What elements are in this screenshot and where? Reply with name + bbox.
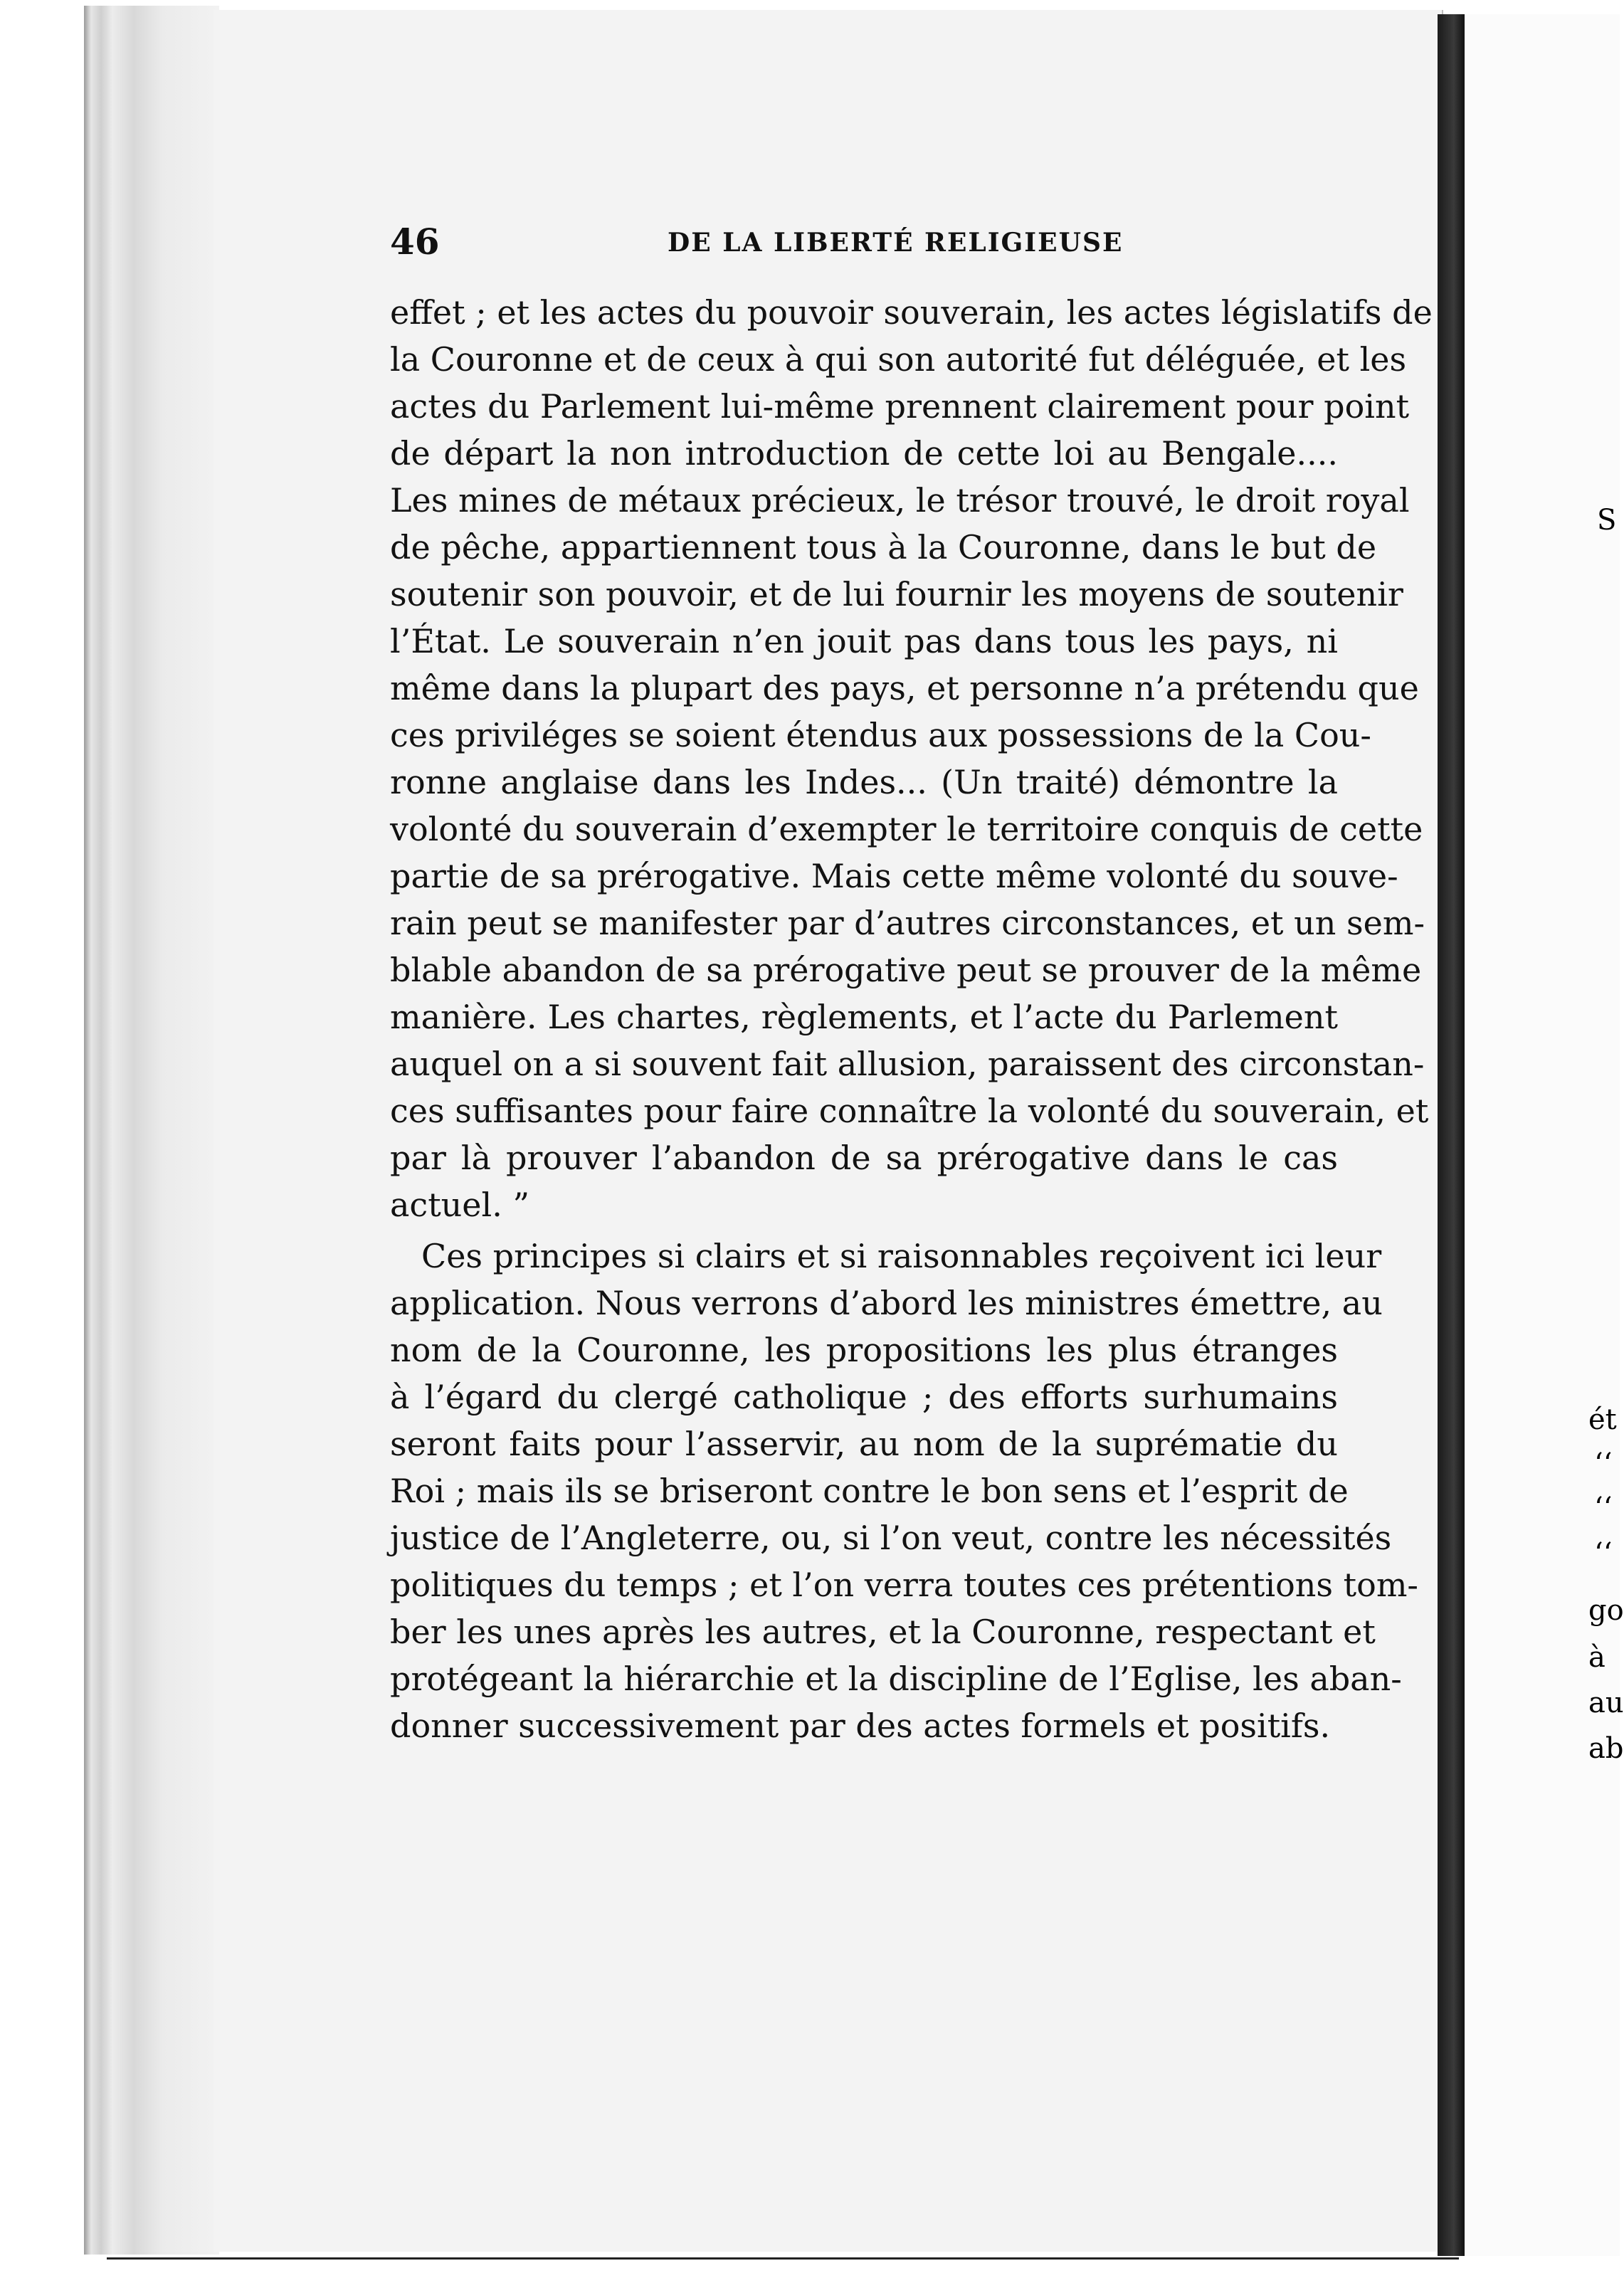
text-line: donner successivement par des actes formels et positifs. bbox=[390, 1707, 1331, 1745]
page-header bbox=[390, 221, 1336, 263]
text-line: ces suffisantes pour faire connaître la volonté du souverain, et bbox=[390, 1092, 1429, 1130]
text-line: politiques du temps ; et l’on verra toutes ces prétentions tom- bbox=[390, 1566, 1418, 1604]
adjacent-page-fragment: au bbox=[1588, 1687, 1624, 1719]
text-line: protégeant la hiérarchie et la discipline de l’Eglise, les aban- bbox=[390, 1660, 1402, 1698]
page-number: 46 bbox=[390, 221, 440, 263]
page-gutter-shadow bbox=[1438, 14, 1465, 2256]
text-line: manière. Les chartes, règlements, et l’acte du Parlement bbox=[390, 998, 1338, 1036]
text-line: partie de sa prérogative. Mais cette même volonté du souve- bbox=[390, 857, 1398, 895]
text-line: de départ la non introduction de cette loi au Bengale.... bbox=[390, 434, 1338, 473]
text-line: actuel. ” bbox=[390, 1186, 529, 1224]
binding-edge bbox=[84, 6, 219, 2255]
text-line: Roi ; mais ils se briseront contre le bon sens et l’esprit de bbox=[390, 1472, 1349, 1510]
adjacent-page bbox=[1465, 14, 1620, 2256]
text-line: actes du Parlement lui-même prennent clairement pour point bbox=[390, 387, 1410, 426]
text-line: l’État. Le souverain n’en jouit pas dans tous les pays, ni bbox=[390, 622, 1338, 660]
text-line: soutenir son pouvoir, et de lui fournir les moyens de soutenir bbox=[390, 575, 1403, 613]
text-line: nom de la Couronne, les propositions les plus étranges bbox=[390, 1331, 1338, 1369]
text-line: application. Nous verrons d’abord les ministres émettre, au bbox=[390, 1284, 1383, 1322]
text-line: auquel on a si souvent fait allusion, paraissent des circonstan- bbox=[390, 1045, 1425, 1083]
text-line: justice de l’Angleterre, ou, si l’on veut, contre les nécessités bbox=[390, 1519, 1392, 1557]
text-line: ces priviléges se soient étendus aux possessions de la Cou- bbox=[390, 716, 1371, 754]
adjacent-page-fragment: go bbox=[1588, 1594, 1624, 1627]
text-line: volonté du souverain d’exempter le territoire conquis de cette bbox=[390, 810, 1423, 848]
scan-bottom-edge bbox=[107, 2257, 1459, 2260]
text-line: même dans la plupart des pays, et personne n’a prétendu que bbox=[390, 669, 1419, 707]
text-line: Les mines de métaux précieux, le trésor trouvé, le droit royal bbox=[390, 481, 1410, 520]
text-line: ber les unes après les autres, et la Couronne, respectant et bbox=[390, 1613, 1376, 1651]
text-line: à l’égard du clergé catholique ; des efforts surhumains bbox=[390, 1378, 1338, 1416]
text-line: de pêche, appartiennent tous à la Couronne, dans le but de bbox=[390, 528, 1377, 566]
adjacent-page-fragment: ét bbox=[1588, 1403, 1617, 1436]
paragraph bbox=[390, 1233, 1418, 1749]
adjacent-page-fragment: ‘‘ bbox=[1594, 1448, 1613, 1480]
text-line: ronne anglaise dans les Indes... (Un traité) démontre la bbox=[390, 763, 1338, 801]
adjacent-page-fragment: S bbox=[1597, 504, 1617, 537]
body-text bbox=[390, 289, 1433, 1749]
text-line: effet ; et les actes du pouvoir souverain, les actes législatifs de bbox=[390, 293, 1433, 332]
paragraph bbox=[390, 289, 1433, 1228]
text-line: rain peut se manifester par d’autres circonstances, et un sem- bbox=[390, 904, 1425, 942]
adjacent-page-fragment: à bbox=[1588, 1641, 1605, 1674]
text-line: Ces principes si clairs et si raisonnables reçoivent ici leur bbox=[421, 1237, 1382, 1275]
text-line: seront faits pour l’asservir, au nom de la suprématie du bbox=[390, 1425, 1338, 1463]
text-line: blable abandon de sa prérogative peut se prouver de la même bbox=[390, 951, 1422, 989]
adjacent-page-fragment: ‘‘ bbox=[1594, 1492, 1613, 1524]
running-title: DE LA LIBERTÉ RELIGIEUSE bbox=[668, 228, 1124, 258]
adjacent-page-fragment: ‘‘ bbox=[1594, 1537, 1613, 1570]
text-line: par là prouver l’abandon de sa prérogative dans le cas bbox=[390, 1139, 1338, 1177]
text-line: la Couronne et de ceux à qui son autorité fut déléguée, et les bbox=[390, 340, 1407, 379]
adjacent-page-fragment: ab bbox=[1588, 1732, 1624, 1765]
